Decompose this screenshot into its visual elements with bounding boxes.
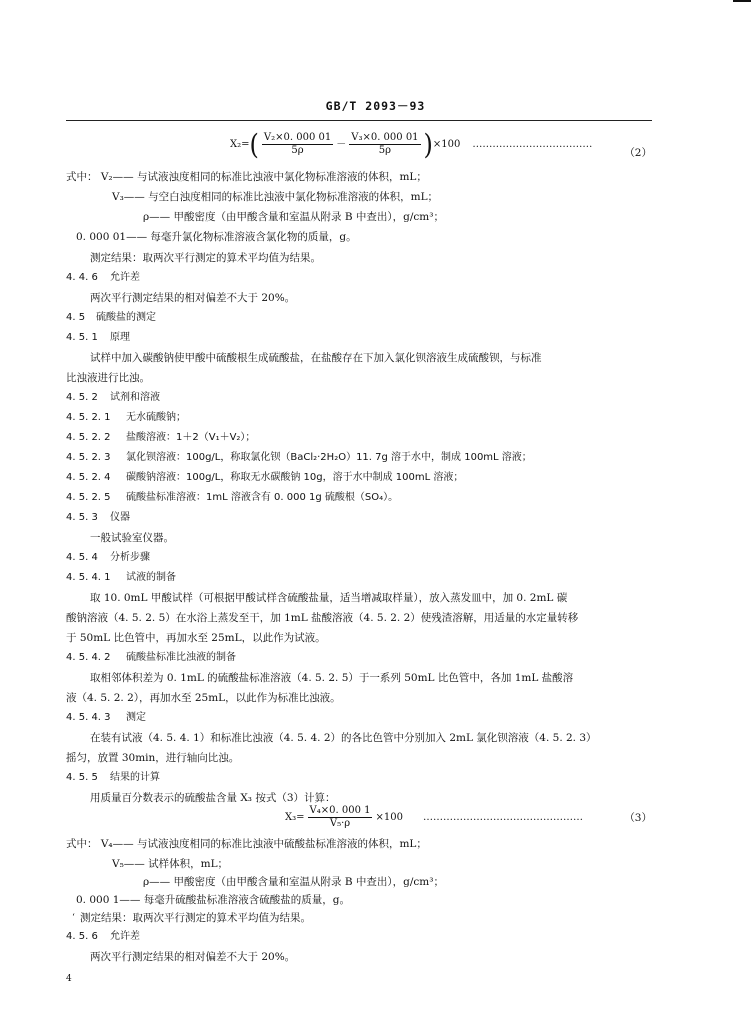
section-number: 4. 5. 4. 3 <box>66 712 111 723</box>
reagent-text: 硫酸盐标准溶液：1mL 溶液含有 0. 000 1g 硫酸根（SO₄）。 <box>126 492 399 503</box>
reagent-number: 4. 5. 2. 2 <box>66 432 111 443</box>
formula-3-number: （3） <box>624 812 652 824</box>
formula-2-numerator-2: V₃×0. 000 01 <box>351 132 419 143</box>
header-rule <box>66 120 652 121</box>
section-4-5-4-1-text-2: 酸钠溶液（4. 5. 2. 5）在水浴上蒸发至干，加 1mL 盐酸溶液（4. 5. 2. 2）使残渣溶解，用适量的水定量转移 <box>66 612 579 624</box>
reagent-number: 4. 5. 2. 1 <box>66 412 111 423</box>
section-title: 分析步骤 <box>110 552 150 563</box>
reagent-text: 盐酸溶液：1＋2（V₁＋V₂）； <box>126 432 256 443</box>
section-title: 允许差 <box>110 272 140 283</box>
result-3: 测定结果：取两次平行测定的算术平均值为结果。 <box>80 912 311 924</box>
section-4-5-4-3 <box>66 711 146 725</box>
section-4-5-4-1-text-1: 取 10. 0mL 甲酸试样（可根据甲酸试样含硫酸盐量，适当增减取样量），放入蒸发皿中，加 0. 2mL 碳 <box>90 592 568 604</box>
def3-line-1: 式中： V₄—— 与试液浊度相同的标准比浊液中硫酸盐标准溶液的体积，mL； <box>66 838 427 850</box>
section-4-5-3 <box>66 511 130 525</box>
section-number: 4. 5. 4. 1 <box>66 572 111 583</box>
section-4-4-6 <box>66 271 140 285</box>
formula-2-minus: － <box>336 138 347 150</box>
section-4-5 <box>66 311 156 325</box>
section-4-5-4-2-text-1: 取相邻体积差为 0. 1mL 的硫酸盐标准溶液（4. 5. 2. 5）于一系列 50mL 比色管中，各加 1mL 盐酸溶 <box>90 672 574 684</box>
section-4-5-4-3-text-2: 摇匀，放置 30min，进行轴向比浊。 <box>66 752 240 764</box>
formula-2-denominator-1: 5ρ <box>291 145 304 156</box>
scan-speck: ‘ <box>72 913 75 923</box>
formula-3-leader-dots: ………………………………………… <box>422 811 583 823</box>
def3-line-4: 0. 000 1—— 每毫升硫酸盐标准溶液含硫酸盐的质量，g。 <box>76 894 350 906</box>
reagent-text: 氯化钡溶液：100g/L，称取氯化钡（BaCl₂·2H₂O）11. 7g 溶于水中，制成 100mL 溶液； <box>126 452 532 463</box>
formula-3-lhs: X₃= <box>285 811 305 823</box>
section-4-5-4-1 <box>66 571 176 585</box>
reagent-4-5-2-4 <box>66 471 463 485</box>
def2-line-2: V₃—— 与空白浊度相同的标准比浊液中氯化物标准溶液的体积，mL； <box>112 191 439 203</box>
reagent-4-5-2-1 <box>66 411 186 425</box>
section-number: 4. 4. 6 <box>66 272 98 283</box>
section-4-5-2 <box>66 391 160 405</box>
section-4-5-4-2 <box>66 651 236 665</box>
def3-line-2: V₅—— 试样体积，mL； <box>112 858 229 870</box>
reagent-4-5-2-3 <box>66 451 532 465</box>
section-number: 4. 5. 6 <box>66 931 98 942</box>
section-title: 原理 <box>110 332 130 343</box>
section-title: 硫酸盐标准比浊液的制备 <box>126 652 236 663</box>
formula-2-fraction-1 <box>262 132 333 157</box>
reagent-text: 无水硫酸钠； <box>126 412 186 423</box>
reagent-number: 4. 5. 2. 5 <box>66 492 111 503</box>
section-4-5-4-3-text-1: 在装有试液（4. 5. 4. 1）和标准比浊液（4. 5. 4. 2）的各比色管中分别加入 2mL 氯化钡溶液（4. 5. 2. 3） <box>90 732 597 744</box>
section-4-5-3-text: 一般试验室仪器。 <box>90 532 174 544</box>
section-title: 试剂和溶液 <box>110 392 160 403</box>
section-title: 允许差 <box>110 931 140 942</box>
section-title: 结果的计算 <box>110 772 160 783</box>
section-4-5-4 <box>66 551 150 565</box>
formula-2-left-brace: ( <box>249 128 259 161</box>
reagent-number: 4. 5. 2. 4 <box>66 472 111 483</box>
section-number: 4. 5. 5 <box>66 772 98 783</box>
formula-2-tail: ×100 <box>432 138 461 150</box>
section-number: 4. 5. 2 <box>66 392 98 403</box>
reagent-4-5-2-5 <box>66 491 398 505</box>
formula-3-tail: ×100 <box>375 811 403 823</box>
formula-2-leader-dots: ……………………………… <box>472 138 593 150</box>
formula-2-numerator-1: V₂×0. 000 01 <box>263 132 332 143</box>
section-4-5-1-text-2: 比浊液进行比浊。 <box>66 372 150 384</box>
section-4-5-6-text: 两次平行测定结果的相对偏差不大于 20%。 <box>90 951 296 963</box>
section-number: 4. 5. 4 <box>66 552 98 563</box>
section-number: 4. 5. 4. 2 <box>66 652 111 663</box>
section-4-5-4-1-text-3: 于 50mL 比色管中，再加水至 25mL，以此作为试液。 <box>66 632 326 644</box>
def2-line-3: ρ—— 甲酸密度（由甲酸含量和室温从附录 B 中查出），g/cm³； <box>143 211 444 223</box>
section-number: 4. 5. 1 <box>66 332 98 343</box>
scan-corner-mark <box>733 0 751 2</box>
formula-3-numerator: V₄×0. 000 1 <box>309 805 371 816</box>
page-header: GB/T 2093－93 <box>325 99 426 113</box>
section-4-5-4-2-text-2: 液（4. 5. 2. 2），再加水至 25mL，以此作为标准比浊液。 <box>66 692 341 704</box>
section-4-5-6 <box>66 930 140 944</box>
formula-2-right-brace: ) <box>423 128 433 161</box>
def2-line-4: 0. 000 01—— 每毫升氯化物标准溶液含氯化物的质量，g。 <box>76 231 357 243</box>
section-number: 4. 5 <box>66 312 86 323</box>
section-4-5-5-text: 用质量百分数表示的硫酸盐含量 X₃ 按式（3）计算： <box>90 792 336 804</box>
section-4-5-1 <box>66 331 130 345</box>
section-title: 硫酸盐的测定 <box>96 312 156 323</box>
section-title: 仪器 <box>110 512 130 523</box>
formula-2-number: （2） <box>624 147 652 159</box>
def3-line-3: ρ—— 甲酸密度（由甲酸含量和室温从附录 B 中查出），g/cm³； <box>143 876 444 888</box>
formula-3-fraction <box>308 805 373 830</box>
page-number: 4 <box>66 974 72 984</box>
reagent-4-5-2-2 <box>66 431 255 445</box>
formula-2-lhs: X₂= <box>230 138 250 150</box>
formula-2 <box>230 128 593 161</box>
formula-2-denominator-2: 5ρ <box>378 145 391 156</box>
formula-3-denominator: V₅·ρ <box>329 818 351 829</box>
section-title: 测定 <box>126 712 146 723</box>
section-4-5-1-text-1: 试样中加入碳酸钠使甲酸中硫酸根生成硫酸盐，在盐酸存在下加入氯化钡溶液生成硫酸钡，与标准 <box>90 352 542 364</box>
section-4-5-5 <box>66 771 160 785</box>
section-4-4-6-text: 两次平行测定结果的相对偏差不大于 20%。 <box>90 292 296 304</box>
result-2: 测定结果：取两次平行测定的算术平均值为结果。 <box>90 252 321 264</box>
def2-line-1: 式中： V₂—— 与试液浊度相同的标准比浊液中氯化物标准溶液的体积，mL； <box>66 171 427 183</box>
reagent-number: 4. 5. 2. 3 <box>66 452 111 463</box>
section-title: 试液的制备 <box>126 572 176 583</box>
formula-3 <box>285 805 583 830</box>
reagent-text: 碳酸钠溶液：100g/L，称取无水碳酸钠 10g，溶于水中制成 100mL 溶液； <box>126 472 464 483</box>
formula-2-fraction-2 <box>349 132 420 157</box>
section-number: 4. 5. 3 <box>66 512 98 523</box>
